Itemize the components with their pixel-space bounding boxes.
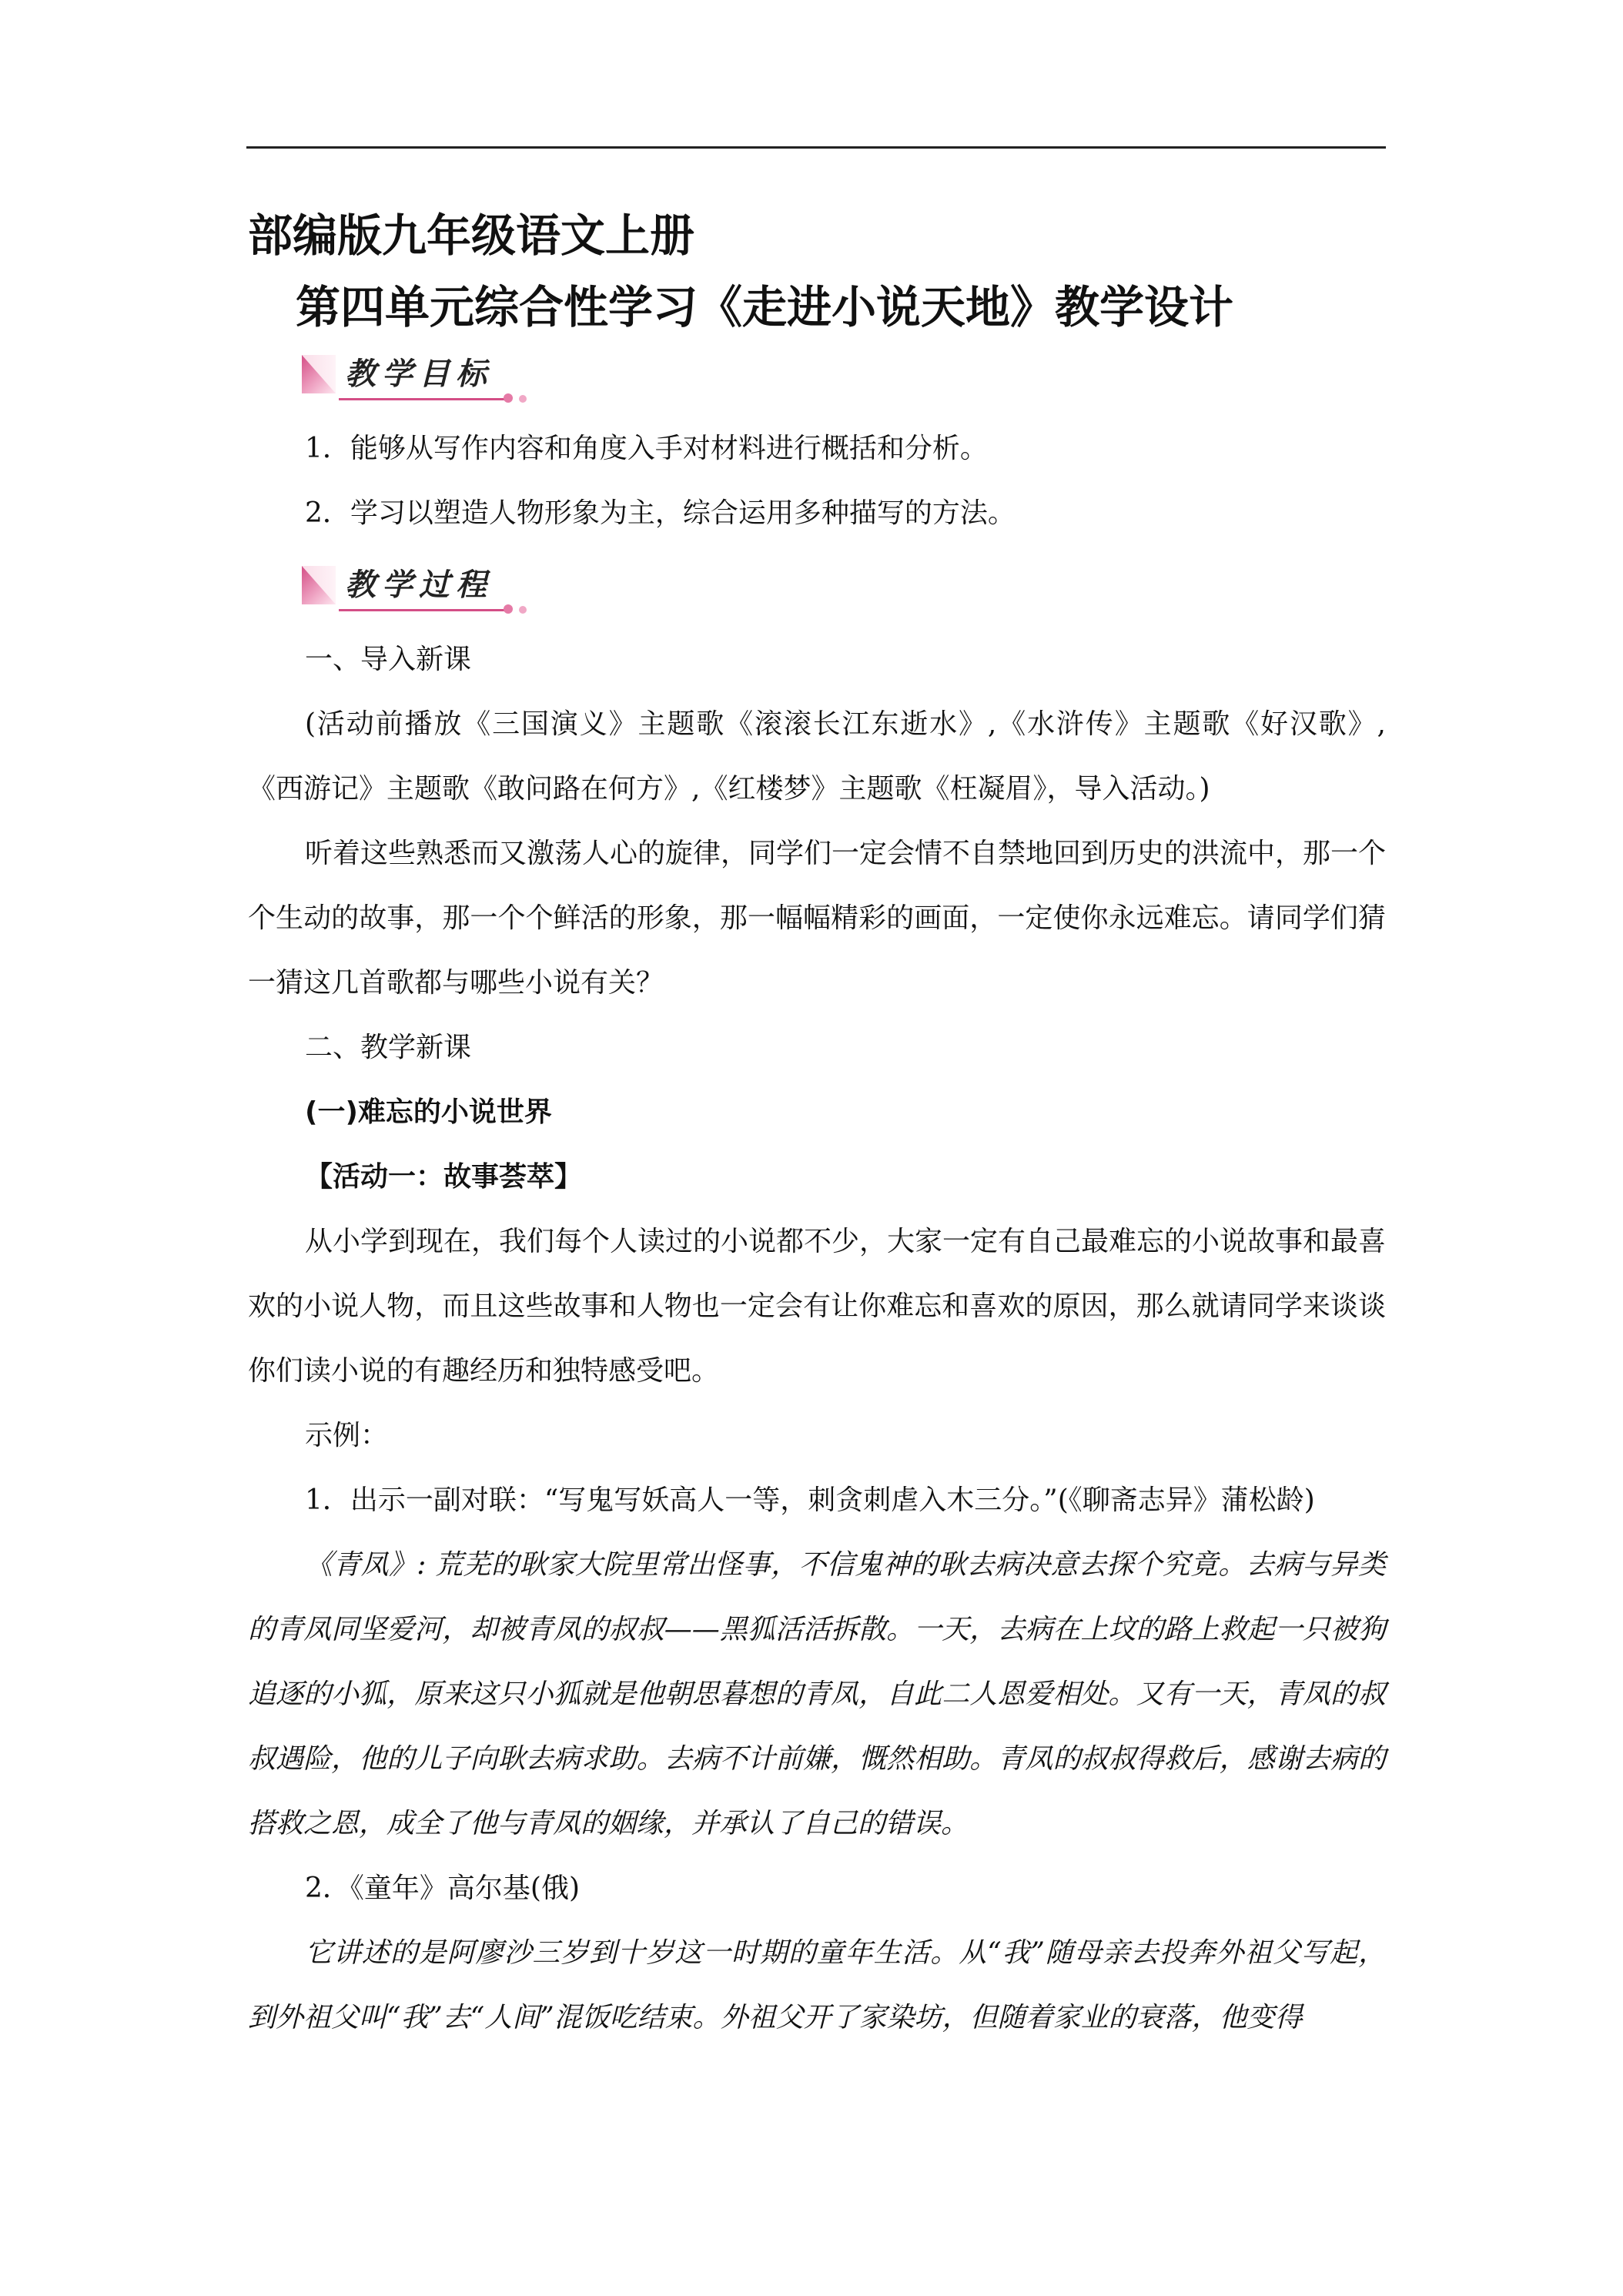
subsection-heading-1: (一)难忘的小说世界	[305, 1096, 552, 1128]
badge-underline	[339, 609, 510, 611]
intro-paragraph-1: (活动前播放《三国演义》主题歌《滚滚长江东逝水》,《水浒传》主题歌《好汉歌》,《西游记》主题歌《敢问路在何方》,《红楼梦》主题歌《枉凝眉》，导入活动。)	[248, 708, 1386, 805]
badge-underline	[339, 398, 510, 400]
part1-heading: 一、导入新课	[305, 644, 472, 675]
qingfeng-paragraph	[248, 1533, 1386, 1856]
section-title-objectives: 教学目标	[345, 356, 493, 392]
document-body	[248, 192, 1386, 2050]
header-rule	[246, 146, 1386, 149]
activity1-paragraph: 从小学到现在，我们每个人读过的小说都不少，大家一定有自己最难忘的小说故事和最喜欢的小说人物，而且这些故事和人物也一定会有让你难忘和喜欢的原因，那么就请同学来谈谈你们读小说的有趣经历和独特感受吧。	[248, 1226, 1387, 1387]
badge-dot-icon	[519, 395, 527, 403]
document-title-line2: 第四单元综合性学习《走进小说天地》教学设计	[296, 280, 1234, 333]
qingfeng-text: 荒芜的耿家大院里常出怪事，不信鬼神的耿去病决意去探个究竟。去病与异类的青凤同坚爱河，却被青凤的叔叔——黑狐活活拆散。一天，去病在上坟的路上救起一只被狗追逐的小狐，原来这只小狐就是他朝思暮想的青凤，自此二人恩爱相处。又有一天，青凤的叔叔遇险，他的儿子向耿去病求助。去病不计前嫌，慨然相助。青凤的叔叔得救后，感谢去病的搭救之恩，成全了他与青凤的姻缘，并承认了自己的错误。	[248, 1549, 1386, 1839]
objective-item-2: 2．学习以塑造人物形象为主，综合运用多种描写的方法。	[305, 497, 1016, 529]
badge-dot-icon	[519, 606, 527, 614]
part2-heading: 二、教学新课	[305, 1032, 472, 1063]
section-badge-process	[302, 566, 533, 617]
activity1-heading: 【活动一：故事荟萃】	[305, 1161, 583, 1193]
objective-item-1: 1．能够从写作内容和角度入手对材料进行概括和分析。	[305, 433, 988, 464]
qingfeng-title: 《青凤》:	[305, 1549, 427, 1581]
badge-dot-icon	[504, 393, 513, 403]
section-title-process: 教学过程	[345, 567, 493, 603]
example-2: 2．《童年》高尔基(俄)	[305, 1873, 580, 1904]
section-badge-objectives	[302, 355, 533, 406]
badge-dot-icon	[504, 604, 513, 614]
intro-paragraph-2: 听着这些熟悉而又激荡人心的旋律，同学们一定会情不自禁地回到历史的洪流中，那一个个生动的故事，那一个个鲜活的形象，那一幅幅精彩的画面，一定使你永远难忘。请同学们猜一猜这几首歌都与哪些小说有关？	[248, 838, 1387, 999]
document-title-line1: 部编版九年级语文上册	[248, 209, 695, 262]
example-1: 1．出示一副对联：“写鬼写妖高人一等，刺贪刺虐入木三分。”(《聊斋志异》蒲松龄)	[305, 1484, 1315, 1516]
tongnian-paragraph: 它讲述的是阿廖沙三岁到十岁这一时期的童年生活。从“我”随母亲去投奔外祖父写起，到外祖父叫“我”去“人间”混饭吃结束。外祖父开了家染坊，但随着家业的衰落，他变得	[248, 1937, 1386, 2033]
example-label: 示例：	[305, 1420, 389, 1451]
